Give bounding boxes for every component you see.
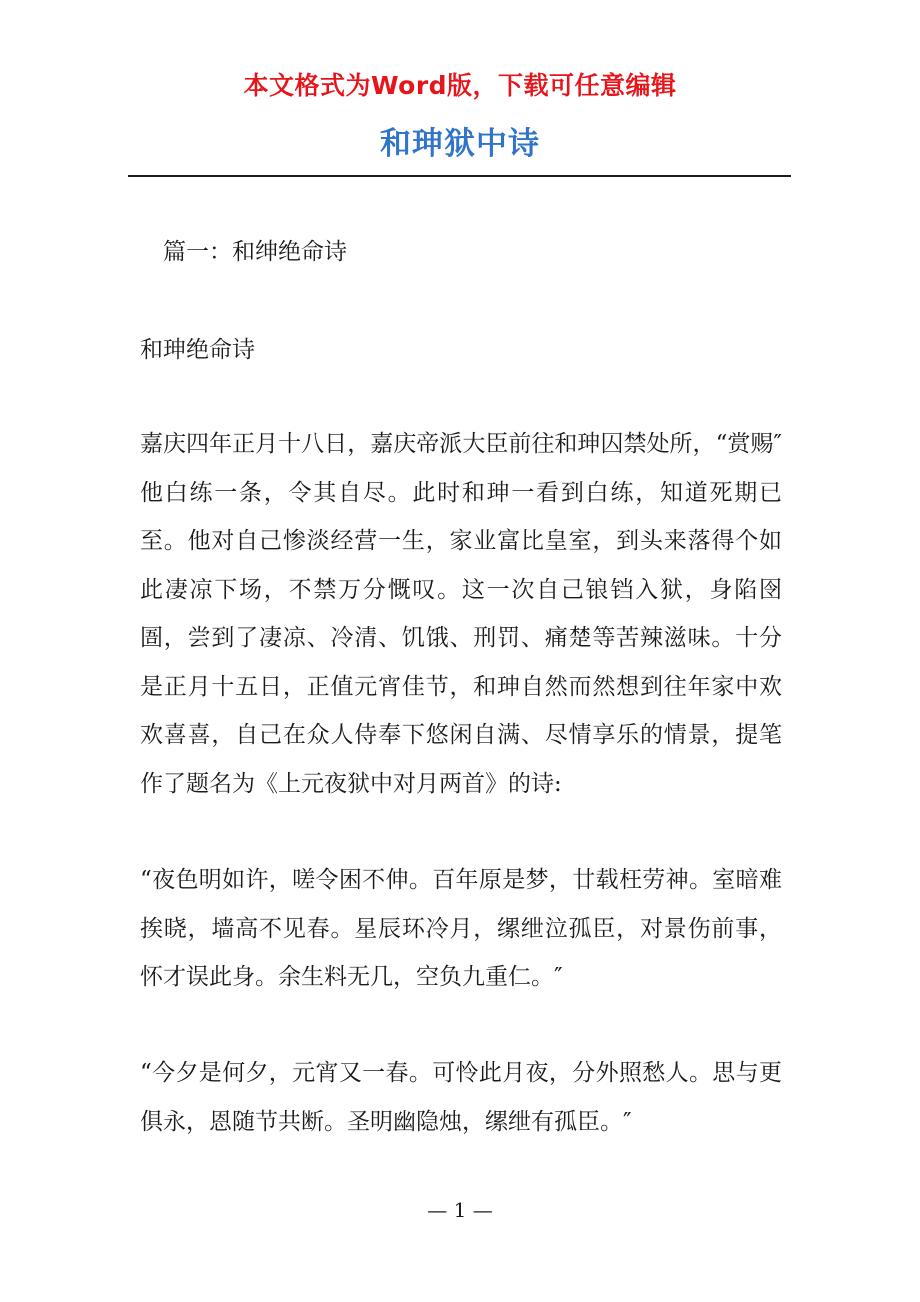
document-title: 和珅狱中诗: [380, 126, 540, 162]
format-notice-banner: 本文格式为Word版，下载可任意编辑: [243, 71, 677, 100]
poem-one-paragraph: “夜色明如许，嗟令困不伸。百年原是梦，廿载枉劳神。室暗难挨晓，墙高不见春。星辰环冷月，缧绁泣孤臣，对景伤前事，怀才误此身。余生料无几，空负九重仁。″: [140, 867, 782, 990]
poem-subtitle: 和珅绝命诗: [140, 337, 255, 363]
intro-paragraph: 嘉庆四年正月十八日，嘉庆帝派大臣前往和珅囚禁处所，“赏赐″他白练一条，令其自尽。此时和珅一看到白练，知道死期已至。他对自己惨淡经营一生，家业富比皇室，到头来落得个如此凄凉下场，不禁万分慨叹。这一次自己锒铛入狱，身陷囹圄，尝到了凄凉、冷清、饥饿、刑罚、痛楚等苦辣滋味。十分是正月十五日，正值元宵佳节，和珅自然而然想到往年家中欢欢喜喜，自己在众人侍奉下悠闲自满、尽情享乐的情景，提笔作了题名为《上元夜狱中对月两首》的诗:: [140, 431, 782, 797]
title-divider: [128, 175, 791, 177]
page-number: — 1 —: [427, 1198, 493, 1222]
section-heading: 篇一：和绅绝命诗: [163, 239, 347, 265]
poem-two-paragraph: “今夕是何夕，元宵又一春。可怜此月夜，分外照愁人。思与更俱永，恩随节共断。圣明幽隐烛，缧绁有孤臣。″: [140, 1060, 782, 1135]
